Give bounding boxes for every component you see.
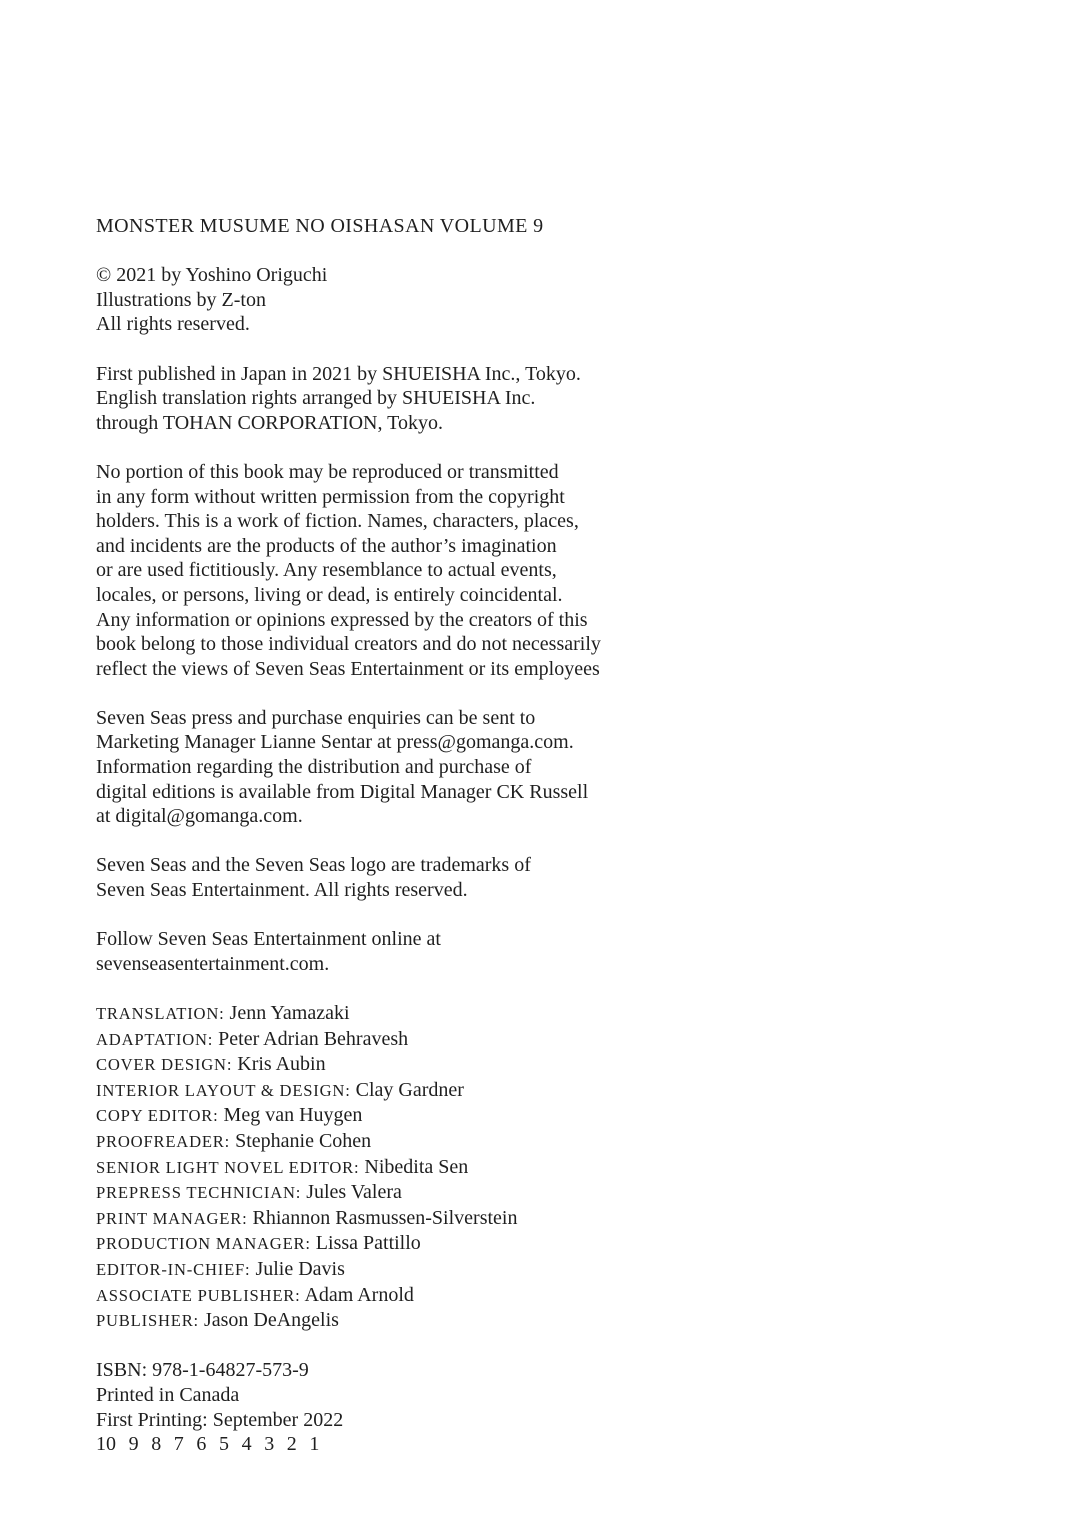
text-line: Information regarding the distribution and purchase of bbox=[96, 756, 532, 779]
credit-name: Rhiannon Rasmussen-Silverstein bbox=[252, 1206, 518, 1229]
publication-block bbox=[96, 362, 736, 436]
credit-role-label: ADAPTATION: bbox=[96, 1029, 214, 1049]
credit-name: Lissa Pattillo bbox=[315, 1232, 421, 1255]
text-line: at digital@gomanga.com. bbox=[96, 805, 303, 828]
credit-line bbox=[96, 1257, 736, 1283]
credit-name: Nibedita Sen bbox=[364, 1155, 469, 1178]
text-line: in any form without written permission from the copyright bbox=[96, 485, 565, 508]
credit-role-label: PRINT MANAGER: bbox=[96, 1208, 248, 1228]
text-line: or are used fictitiously. Any resemblance to actual events, bbox=[96, 559, 557, 582]
text-line: Seven Seas and the Seven Seas logo are trademarks of bbox=[96, 854, 531, 877]
credit-role-label: COVER DESIGN: bbox=[96, 1055, 233, 1075]
credit-role-label: ASSOCIATE PUBLISHER: bbox=[96, 1285, 301, 1305]
title-block bbox=[96, 214, 736, 239]
credit-line bbox=[96, 1001, 736, 1027]
credits-block bbox=[96, 1001, 736, 1334]
credit-line bbox=[96, 1052, 736, 1078]
illustrator-line: Illustrations by Z-ton bbox=[96, 288, 266, 311]
copyright-line: © 2021 by Yoshino Origuchi bbox=[96, 264, 328, 287]
credit-role-label: PROOFREADER: bbox=[96, 1131, 231, 1151]
credit-role-label: PUBLISHER: bbox=[96, 1311, 199, 1331]
credit-name: Julie Davis bbox=[255, 1257, 345, 1280]
credit-role-label: EDITOR-IN-CHIEF: bbox=[96, 1259, 251, 1279]
text-line: and incidents are the products of the author’s imagination bbox=[96, 534, 557, 557]
text-line: through TOHAN CORPORATION, Tokyo. bbox=[96, 411, 443, 434]
credit-role-label: SENIOR LIGHT NOVEL EDITOR: bbox=[96, 1157, 360, 1177]
trademark-block bbox=[96, 853, 736, 902]
credit-line bbox=[96, 1155, 736, 1181]
first-printing-line: First Printing: September 2022 bbox=[96, 1408, 344, 1431]
credit-name: Meg van Huygen bbox=[223, 1104, 363, 1127]
text-line: Marketing Manager Lianne Sentar at press@gomanga.com. bbox=[96, 731, 574, 754]
text-line: Follow Seven Seas Entertainment online at bbox=[96, 928, 441, 951]
credit-line bbox=[96, 1103, 736, 1129]
credit-line bbox=[96, 1231, 736, 1257]
text-line: First published in Japan in 2021 by SHUEISHA Inc., Tokyo. bbox=[96, 362, 581, 385]
print-run-numbers-line: 10 9 8 7 6 5 4 3 2 1 bbox=[96, 1433, 320, 1456]
text-line: Seven Seas press and purchase enquiries can be sent to bbox=[96, 706, 536, 729]
text-line: Seven Seas Entertainment. All rights reserved. bbox=[96, 879, 468, 902]
contact-block bbox=[96, 706, 736, 829]
credit-line bbox=[96, 1027, 736, 1053]
credit-line bbox=[96, 1180, 736, 1206]
text-line: digital editions is available from Digital Manager CK Russell bbox=[96, 780, 589, 803]
credit-name: Peter Adrian Behravesh bbox=[218, 1027, 409, 1050]
credit-line bbox=[96, 1078, 736, 1104]
printing-info-block bbox=[96, 1358, 736, 1456]
copyright-page bbox=[96, 214, 736, 1457]
credit-name: Stephanie Cohen bbox=[235, 1129, 372, 1152]
text-line: holders. This is a work of fiction. Names, characters, places, bbox=[96, 510, 579, 533]
credit-line bbox=[96, 1206, 736, 1232]
text-line: No portion of this book may be reproduced or transmitted bbox=[96, 460, 559, 483]
printed-in-line: Printed in Canada bbox=[96, 1383, 240, 1406]
text-line: English translation rights arranged by SHUEISHA Inc. bbox=[96, 387, 536, 410]
text-line: book belong to those individual creators and do not necessarily bbox=[96, 633, 601, 656]
isbn-line: ISBN: 978-1-64827-573-9 bbox=[96, 1359, 309, 1382]
credit-name: Jason DeAngelis bbox=[203, 1309, 339, 1332]
text-line: locales, or persons, living or dead, is entirely coincidental. bbox=[96, 583, 563, 606]
credit-name: Adam Arnold bbox=[304, 1283, 414, 1306]
credit-role-label: TRANSLATION: bbox=[96, 1004, 225, 1023]
text-line: Any information or opinions expressed by the creators of this bbox=[96, 608, 588, 631]
website-line: sevenseasentertainment.com. bbox=[96, 952, 330, 975]
copyright-block bbox=[96, 263, 736, 337]
book-title: MONSTER MUSUME NO OISHASAN VOLUME 9 bbox=[96, 215, 544, 237]
rights-reserved-line: All rights reserved. bbox=[96, 313, 250, 336]
text-line: reflect the views of Seven Seas Entertainment or its employees bbox=[96, 657, 600, 680]
credit-role-label: PRODUCTION MANAGER: bbox=[96, 1234, 311, 1254]
credit-line bbox=[96, 1308, 736, 1334]
credit-name: Clay Gardner bbox=[355, 1078, 464, 1101]
credit-role-label: PREPRESS TECHNICIAN: bbox=[96, 1183, 302, 1203]
legal-disclaimer-block bbox=[96, 460, 736, 681]
credit-line bbox=[96, 1283, 736, 1309]
credit-line bbox=[96, 1129, 736, 1155]
credit-name: Jules Valera bbox=[306, 1181, 402, 1204]
credit-role-label: INTERIOR LAYOUT & DESIGN: bbox=[96, 1080, 351, 1100]
follow-online-block bbox=[96, 927, 736, 976]
credit-role-label: COPY EDITOR: bbox=[96, 1106, 219, 1126]
credit-name: Kris Aubin bbox=[237, 1053, 326, 1076]
credit-name: Jenn Yamazaki bbox=[229, 1002, 350, 1024]
